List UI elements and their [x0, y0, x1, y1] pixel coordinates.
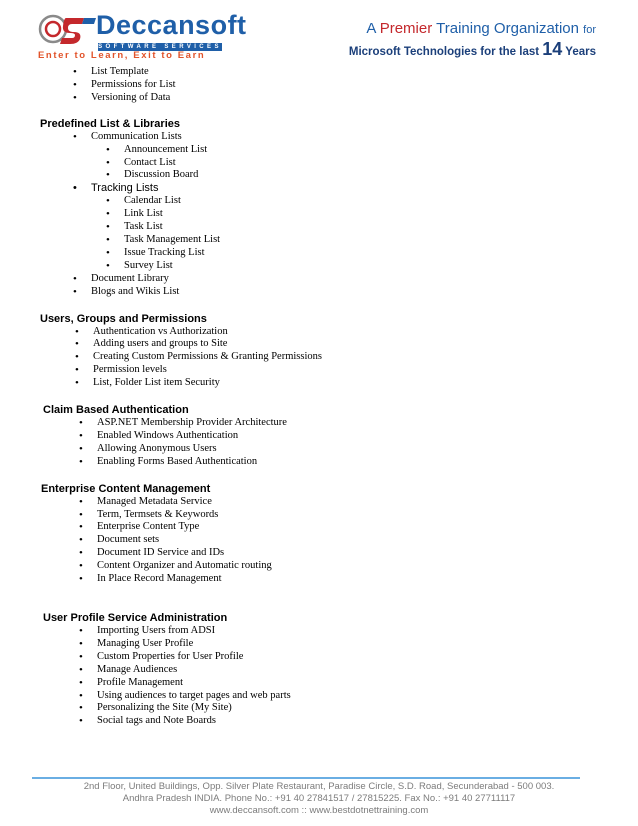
page-header	[0, 0, 638, 62]
list-item: • ASP.NET Membership Provider Architecture	[97, 417, 638, 430]
users-list	[93, 326, 638, 391]
list-item: • Permission levels	[93, 364, 638, 377]
list-item: • Permissions for List	[91, 79, 638, 92]
list-item: • Importing Users from ADSI	[97, 625, 638, 638]
list-item: • Social tags and Note Boards	[97, 715, 638, 728]
list-item: • Contact List	[124, 157, 638, 170]
company-logo	[38, 10, 247, 61]
premier-years-number: 14	[542, 39, 563, 59]
communication-sublist	[124, 144, 638, 183]
list-item: • Calendar List	[124, 195, 638, 208]
list-item-tracking: • Tracking Lists	[91, 182, 638, 195]
list-item: • Personalizing the Site (My Site)	[97, 702, 638, 715]
list-item: • Enterprise Content Type	[97, 521, 638, 534]
premier-rest: Training Organization	[432, 20, 584, 37]
course-content	[0, 66, 638, 728]
list-item: • In Place Record Management	[97, 573, 638, 586]
list-item: • Custom Properties for User Profile	[97, 651, 638, 664]
section-title-predefined: Predefined List & Libraries	[40, 117, 180, 130]
list-item: • Discussion Board	[124, 169, 638, 182]
logo-tagline: Enter to Learn, Exit to Earn	[38, 50, 206, 61]
list-item: • Versioning of Data	[91, 92, 638, 105]
list-item: • List Template	[91, 66, 638, 79]
list-item: • Document sets	[97, 534, 638, 547]
ecm-list	[97, 496, 638, 586]
predefined-list	[91, 131, 638, 144]
premier-line-1	[349, 20, 596, 39]
list-item: • Issue Tracking List	[124, 247, 638, 260]
list-item: • Announcement List	[124, 144, 638, 157]
premier-prefix: A	[366, 20, 380, 37]
list-item-communication: • Communication Lists	[91, 131, 638, 144]
predefined-tail-list	[91, 273, 638, 299]
premier-highlight: Premier	[379, 20, 433, 37]
premier-line2-text: Microsoft Technologies for the last	[348, 46, 543, 58]
list-item: • Survey List	[124, 260, 638, 273]
premier-for: for	[583, 24, 596, 36]
list-item: • Profile Management	[97, 677, 638, 690]
list-item: • Adding users and groups to Site	[93, 338, 638, 351]
list-item: • Using audiences to target pages and web parts	[97, 690, 638, 703]
section-title-ecm: Enterprise Content Management	[41, 482, 211, 495]
list-item: • Blogs and Wikis List	[91, 286, 638, 299]
list-item: • Enabled Windows Authentication	[97, 430, 638, 443]
list-item: • Link List	[124, 208, 638, 221]
list-item: • Task Management List	[124, 234, 638, 247]
top-list	[91, 66, 638, 105]
tracking-sublist	[124, 195, 638, 272]
premier-banner	[349, 20, 596, 62]
logo-mark-icon	[38, 12, 98, 46]
list-item: • Document Library	[91, 273, 638, 286]
list-item: • List, Folder List item Security	[93, 377, 638, 390]
ups-list	[97, 625, 638, 728]
section-title-ups: User Profile Service Administration	[43, 612, 228, 624]
list-item: • Document ID Service and IDs	[97, 547, 638, 560]
list-item: • Enabling Forms Based Authentication	[97, 456, 638, 469]
list-item: • Authentication vs Authorization	[93, 326, 638, 339]
logo-subtitle: SOFTWARE SERVICES	[98, 44, 222, 50]
claims-list	[97, 417, 638, 469]
list-item: • Term, Termsets & Keywords	[97, 509, 638, 522]
footer-contact: Andhra Pradesh INDIA. Phone No.: +91 40 27841517 / 27815225. Fax No.: +91 40 27711117	[122, 793, 516, 804]
section-title-claims: Claim Based Authentication	[43, 404, 189, 417]
list-item: • Content Organizer and Automatic routing	[97, 560, 638, 573]
tracking-list-wrapper	[91, 182, 638, 195]
list-item: • Allowing Anonymous Users	[97, 443, 638, 456]
list-item: • Managing User Profile	[97, 638, 638, 651]
premier-years-label: Years	[562, 46, 596, 58]
footer-address: 2nd Floor, United Buildings, Opp. Silver Plate Restaurant, Paradise Circle, S.D. Road, Secunderabad - 500 003.	[83, 781, 555, 792]
list-item: • Manage Audiences	[97, 664, 638, 677]
footer-websites: www.deccansoft.com :: www.bestdotnettraining.com	[209, 805, 429, 816]
list-item: • Task List	[124, 221, 638, 234]
footer-divider	[32, 777, 580, 779]
list-item: • Creating Custom Permissions & Granting Permissions	[93, 351, 638, 364]
logo-wordmark: Deccansoft	[96, 10, 247, 40]
list-item: • Managed Metadata Service	[97, 496, 638, 509]
page-footer	[0, 781, 638, 817]
section-title-users: Users, Groups and Permissions	[40, 312, 207, 325]
premier-line-2	[349, 39, 596, 62]
